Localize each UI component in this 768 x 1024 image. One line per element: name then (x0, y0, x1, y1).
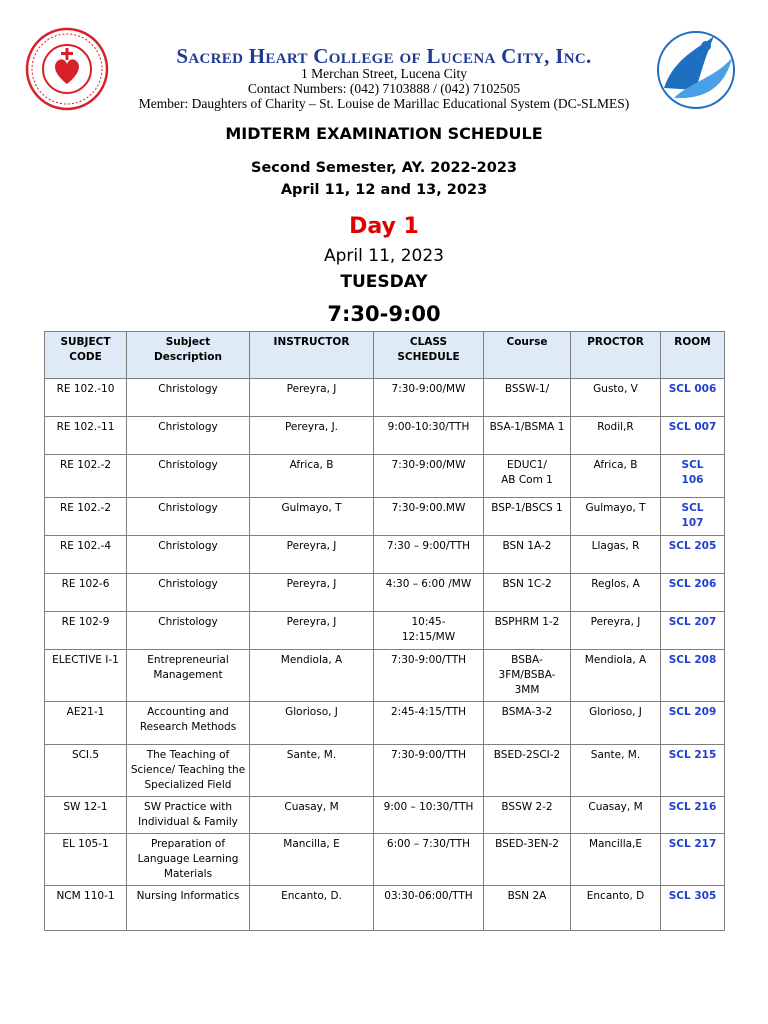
cell-text: SCL 215 (668, 749, 717, 761)
cell-proctor (571, 612, 661, 650)
cell-text: 9:00-10:30/TTH (387, 421, 470, 433)
cell-text: 03:30-06:00/TTH (384, 890, 473, 902)
cell-instructor (250, 834, 374, 886)
header-subject-code (45, 332, 127, 379)
cell-class-schedule (374, 702, 484, 745)
day-label: Day 1 (349, 214, 419, 239)
cell-text: RE 102.-4 (59, 540, 112, 552)
cell-subject-description (127, 745, 250, 797)
cell-text: SCL 207 (668, 616, 717, 628)
cell-course (484, 886, 571, 931)
document-title: MIDTERM EXAMINATION SCHEDULE (225, 124, 543, 143)
cell-room (661, 797, 725, 834)
table-row (45, 536, 725, 574)
cell-subject-description (127, 417, 250, 455)
table-row (45, 379, 725, 417)
table-row (45, 745, 725, 797)
table-row (45, 417, 725, 455)
cell-text: SW 12-1 (63, 801, 108, 813)
cell-text: Mendiola, A (584, 654, 647, 666)
cell-text: Research Methods (139, 721, 237, 733)
cell-subject-description (127, 650, 250, 702)
cell-instructor (250, 745, 374, 797)
cell-text: Mendiola, A (280, 654, 343, 666)
cell-text: Llagas, R (591, 540, 640, 552)
cell-class-schedule (374, 612, 484, 650)
cell-text: Management (153, 669, 223, 681)
cell-course (484, 574, 571, 612)
schedule-table (44, 331, 725, 931)
cell-subject-code (45, 498, 127, 536)
cell-course (484, 745, 571, 797)
cell-instructor (250, 702, 374, 745)
cell-text: Materials (163, 868, 213, 880)
cell-text: BSN 1A-2 (502, 540, 552, 552)
table-row (45, 834, 725, 886)
cell-course (484, 834, 571, 886)
header-text: Course (506, 336, 548, 348)
cell-text: 7:30-9:00/MW (391, 459, 466, 471)
cell-text: SCL 305 (668, 890, 717, 902)
cell-text: Christology (158, 383, 218, 395)
header-text: PROCTOR (587, 336, 644, 348)
cell-text: 7:30-9:00/MW (391, 383, 466, 395)
cell-course (484, 417, 571, 455)
cell-text: BSPHRM 1-2 (494, 616, 560, 628)
cell-course (484, 536, 571, 574)
cell-instructor (250, 455, 374, 498)
table-header-row (45, 332, 725, 379)
cell-text: SCL 217 (668, 838, 717, 850)
cell-text: BSBA- (511, 654, 543, 666)
cell-text: AB Com 1 (501, 474, 553, 486)
cell-text: 7:30-9:00/TTH (390, 654, 467, 666)
cell-text: Glorioso, J (589, 706, 642, 718)
cell-text: Accounting and (147, 706, 229, 718)
cell-room (661, 536, 725, 574)
cell-text: Language Learning (137, 853, 239, 865)
cell-text: Glorioso, J (285, 706, 338, 718)
cell-text: 7:30-9:00.MW (391, 502, 466, 514)
header-text: ROOM (674, 336, 711, 348)
table-row (45, 702, 725, 745)
cell-text: RE 102-6 (61, 578, 110, 590)
cell-text: BSSW-1/ (504, 383, 550, 395)
cell-text: Pereyra, J (590, 616, 641, 628)
cell-proctor (571, 455, 661, 498)
cell-subject-code (45, 650, 127, 702)
cell-proctor (571, 574, 661, 612)
header-text: INSTRUCTOR (273, 336, 350, 348)
college-name: Sacred Heart College of Lucena City, Inc. (176, 44, 592, 68)
header-course (484, 332, 571, 379)
cell-subject-code (45, 536, 127, 574)
college-address: 1 Merchan Street, Lucena City (300, 66, 468, 81)
cell-text: BSA-1/BSMA 1 (489, 421, 565, 433)
cell-text: 2:45-4:15/TTH (390, 706, 467, 718)
table-row (45, 574, 725, 612)
cell-text: Encanto, D (586, 890, 645, 902)
cell-text: Cuasay, M (284, 801, 339, 813)
cell-instructor (250, 612, 374, 650)
cell-class-schedule (374, 455, 484, 498)
cell-class-schedule (374, 498, 484, 536)
cell-text: SCL 206 (668, 578, 717, 590)
cell-class-schedule (374, 886, 484, 931)
cell-subject-code (45, 379, 127, 417)
cell-class-schedule (374, 536, 484, 574)
cell-text: Christology (158, 540, 218, 552)
cell-text: BSED-2SCI-2 (493, 749, 561, 761)
cell-text: Sante, M. (590, 749, 641, 761)
cell-subject-code (45, 612, 127, 650)
dc-slmes-logo-icon (644, 28, 744, 112)
cell-text: Preparation of (150, 838, 226, 850)
cell-subject-code (45, 455, 127, 498)
cell-course (484, 379, 571, 417)
header-class-schedule (374, 332, 484, 379)
cell-text: BSMA-3-2 (501, 706, 553, 718)
cell-text: Pereyra, J (286, 383, 337, 395)
cell-class-schedule (374, 574, 484, 612)
cell-text: SW Practice with (144, 801, 232, 813)
cell-text: Christology (158, 578, 218, 590)
cell-room (661, 574, 725, 612)
cell-text: SCL 209 (668, 706, 717, 718)
cell-text: 7:30-9:00/TTH (390, 749, 467, 761)
cell-proctor (571, 379, 661, 417)
cell-text: Science/ Teaching the (130, 764, 246, 776)
table-row (45, 612, 725, 650)
cell-class-schedule (374, 745, 484, 797)
cell-subject-code (45, 702, 127, 745)
college-contact: Contact Numbers: (042) 7103888 / (042) 7102505 (247, 81, 521, 96)
cell-proctor (571, 886, 661, 931)
cell-text: Christology (158, 421, 218, 433)
cell-text: 9:00 – 10:30/TTH (383, 801, 474, 813)
cell-proctor (571, 536, 661, 574)
cell-text: EL 105-1 (62, 838, 109, 850)
cell-course (484, 455, 571, 498)
cell-course (484, 612, 571, 650)
cell-text: Gusto, V (593, 383, 638, 395)
cell-text: SCL 007 (668, 421, 717, 433)
header-text: SCHEDULE (397, 351, 460, 363)
header-subject-description (127, 332, 250, 379)
cell-text: Encanto, D. (281, 890, 342, 902)
cell-text: AE21-1 (66, 706, 105, 718)
cell-subject-code (45, 834, 127, 886)
cell-proctor (571, 702, 661, 745)
cell-proctor (571, 745, 661, 797)
cell-class-schedule (374, 834, 484, 886)
cell-course (484, 650, 571, 702)
table-body (45, 379, 725, 931)
cell-text: Reglos, A (591, 578, 640, 590)
cell-text: 6:00 – 7:30/TTH (386, 838, 471, 850)
cell-subject-description (127, 797, 250, 834)
cell-text: SCL 208 (668, 654, 717, 666)
cell-course (484, 797, 571, 834)
cell-subject-description (127, 498, 250, 536)
cell-text: Rodil,R (597, 421, 634, 433)
cell-text: 7:30 – 9:00/TTH (386, 540, 471, 552)
cell-instructor (250, 536, 374, 574)
table-row (45, 455, 725, 498)
header-instructor (250, 332, 374, 379)
cell-room (661, 650, 725, 702)
cell-text: Christology (158, 502, 218, 514)
table-row (45, 650, 725, 702)
cell-text: 10:45- (411, 616, 446, 628)
cell-text: BSP-1/BSCS 1 (491, 502, 563, 514)
cell-subject-description (127, 834, 250, 886)
cell-text: BSED-3EN-2 (495, 838, 559, 850)
cell-text: NCM 110-1 (56, 890, 115, 902)
cell-text: ELECTIVE I-1 (52, 654, 119, 666)
cell-subject-description (127, 612, 250, 650)
cell-subject-description (127, 536, 250, 574)
cell-text: Christology (158, 459, 218, 471)
cell-instructor (250, 574, 374, 612)
cell-text: SCI.5 (71, 749, 100, 761)
cell-text: EDUC1/ (507, 459, 547, 471)
cell-text: 3FM/BSBA- (498, 669, 556, 681)
cell-subject-code (45, 417, 127, 455)
cell-room (661, 498, 725, 536)
cell-text: RE 102.-11 (56, 421, 115, 433)
cell-text: 106 (681, 474, 704, 486)
cell-proctor (571, 417, 661, 455)
exam-date: April 11, 2023 (324, 246, 444, 266)
cell-instructor (250, 498, 374, 536)
cell-text: SCL 216 (668, 801, 717, 813)
cell-room (661, 886, 725, 931)
cell-subject-description (127, 886, 250, 931)
cell-text: 12:15/MW (401, 631, 456, 643)
cell-text: RE 102.-2 (59, 459, 112, 471)
college-membership: Member: Daughters of Charity – St. Louise de Marillac Educational System (DC-SLMES) (138, 96, 630, 111)
cell-instructor (250, 797, 374, 834)
cell-subject-code (45, 797, 127, 834)
cell-text: Entrepreneurial (147, 654, 229, 666)
cell-course (484, 498, 571, 536)
cell-text: SCL 006 (668, 383, 717, 395)
exam-dates: April 11, 12 and 13, 2023 (280, 182, 488, 198)
header-text: CODE (69, 351, 102, 363)
cell-text: 3MM (514, 684, 540, 696)
cell-proctor (571, 797, 661, 834)
cell-subject-description (127, 379, 250, 417)
cell-room (661, 379, 725, 417)
cell-course (484, 702, 571, 745)
time-slot: 7:30-9:00 (327, 302, 441, 326)
cell-instructor (250, 417, 374, 455)
cell-room (661, 455, 725, 498)
header-text: Description (154, 351, 222, 363)
cell-subject-description (127, 455, 250, 498)
table-row (45, 498, 725, 536)
cell-text: Gulmayo, T (585, 502, 646, 514)
cell-instructor (250, 650, 374, 702)
cell-text: Africa, B (593, 459, 638, 471)
cell-text: RE 102.-10 (56, 383, 115, 395)
cell-text: RE 102.-2 (59, 502, 112, 514)
cell-instructor (250, 886, 374, 931)
cell-text: BSN 1C-2 (502, 578, 552, 590)
exam-weekday: TUESDAY (340, 272, 428, 292)
cell-subject-code (45, 574, 127, 612)
letterhead (0, 0, 768, 112)
cell-text: Pereyra, J (286, 540, 337, 552)
cell-text: Mancilla,E (588, 838, 643, 850)
cell-proctor (571, 498, 661, 536)
cell-text: 107 (681, 517, 704, 529)
cell-text: 4:30 – 6:00 /MW (385, 578, 472, 590)
cell-text: Cuasay, M (588, 801, 643, 813)
cell-subject-code (45, 745, 127, 797)
cell-text: Pereyra, J. (284, 421, 339, 433)
cell-text: BSSW 2-2 (501, 801, 553, 813)
cell-class-schedule (374, 379, 484, 417)
cell-room (661, 612, 725, 650)
cell-text: Africa, B (289, 459, 334, 471)
semester-label: Second Semester, AY. 2022-2023 (251, 160, 517, 176)
cell-text: BSN 2A (507, 890, 547, 902)
cell-text: Individual & Family (138, 816, 238, 828)
cell-text: SCL 205 (668, 540, 717, 552)
cell-text: Nursing Informatics (136, 890, 240, 902)
header-text: Subject (165, 336, 211, 348)
cell-text: Specialized Field (144, 779, 232, 791)
cell-room (661, 745, 725, 797)
cell-proctor (571, 834, 661, 886)
cell-subject-code (45, 886, 127, 931)
cell-text: Mancilla, E (283, 838, 340, 850)
table-row (45, 797, 725, 834)
cell-text: The Teaching of (146, 749, 230, 761)
header-room (661, 332, 725, 379)
header-text: SUBJECT (60, 336, 111, 348)
cell-room (661, 702, 725, 745)
cell-proctor (571, 650, 661, 702)
cell-text: Sante, M. (286, 749, 337, 761)
cell-class-schedule (374, 417, 484, 455)
header-proctor (571, 332, 661, 379)
cell-text: Gulmayo, T (281, 502, 342, 514)
cell-subject-description (127, 702, 250, 745)
cell-class-schedule (374, 650, 484, 702)
cell-class-schedule (374, 797, 484, 834)
table-row (45, 886, 725, 931)
cell-text: SCL (681, 502, 704, 514)
cell-room (661, 834, 725, 886)
cell-text: Christology (158, 616, 218, 628)
cell-text: RE 102-9 (61, 616, 110, 628)
cell-text: Pereyra, J (286, 578, 337, 590)
cell-text: Pereyra, J (286, 616, 337, 628)
header-text: CLASS (409, 336, 448, 348)
cell-text: SCL (681, 459, 704, 471)
cell-subject-description (127, 574, 250, 612)
cell-instructor (250, 379, 374, 417)
cell-room (661, 417, 725, 455)
